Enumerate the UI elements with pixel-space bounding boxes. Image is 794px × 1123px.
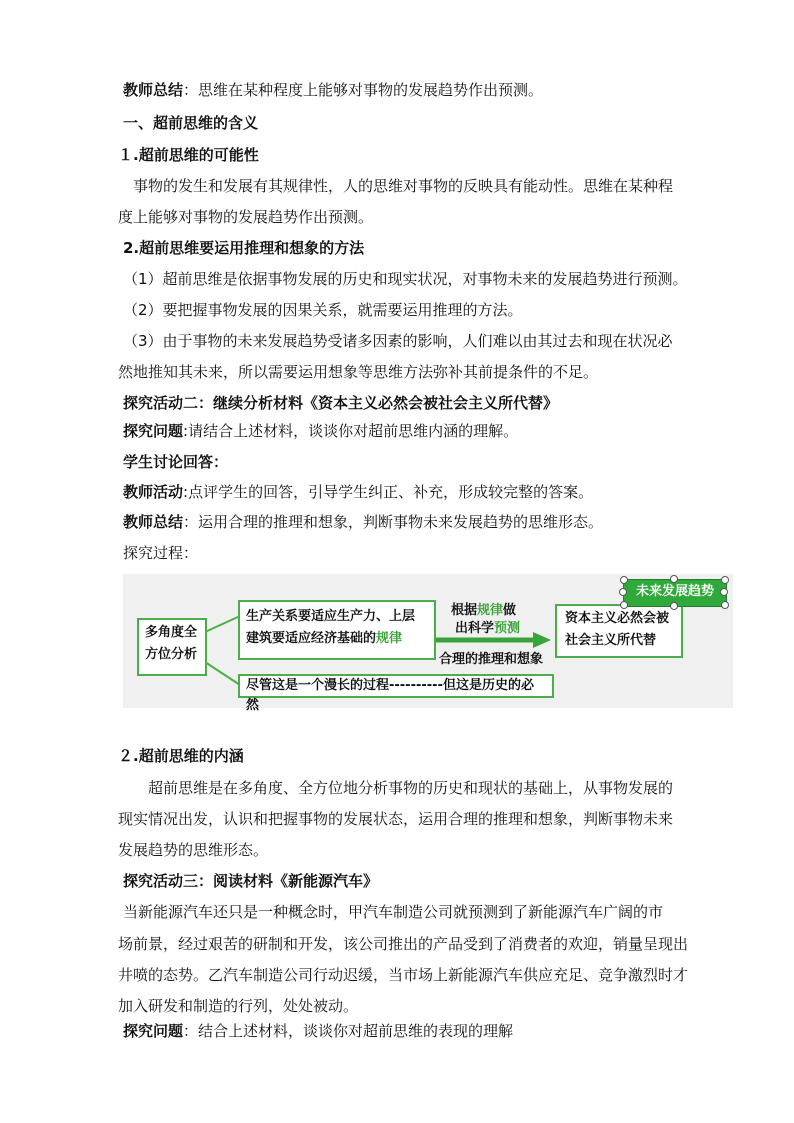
box-history: 尽管这是一个漫长的过程----------但这是历史的必然 — [238, 674, 554, 698]
box3-line1: 资本主义必然会被 — [565, 611, 670, 626]
text: ：结合上述材料，谈谈你对超前思维的表现的理解 — [183, 1022, 514, 1040]
teacher-activity — [123, 482, 593, 502]
text: ：思维在某种程度上能够对事物的发展趋势作出预测。 — [183, 81, 544, 99]
text: :请结合上述材料，谈谈你对超前思维内涵的理解。 — [183, 422, 519, 440]
label: 教师总结 — [123, 81, 184, 99]
label: 探究问题 — [123, 422, 184, 440]
box-law — [238, 600, 436, 660]
resize-handle-n[interactable] — [670, 575, 678, 583]
resize-handle-w[interactable] — [619, 588, 627, 596]
arrow-top1-hl: 规律 — [477, 603, 504, 618]
para2-line3: 发展趋势的思维形态。 — [118, 841, 269, 859]
box2-highlight: 规律 — [376, 631, 403, 646]
process-label: 探究过程： — [123, 544, 199, 562]
box-prediction — [555, 604, 683, 658]
box3-line2: 社会主义所代替 — [565, 633, 657, 648]
heading-2: ２.超前思维的内涵 — [118, 747, 244, 765]
heading-1: 一、超前思维的含义 — [123, 114, 259, 132]
para3-line4: 加入研发和制造的行列，处处被动。 — [118, 997, 359, 1015]
box-multi-angle — [137, 618, 207, 676]
arrow-top-line2 — [451, 620, 520, 638]
resize-handle-sw[interactable] — [620, 601, 628, 609]
question-2 — [123, 421, 518, 441]
label: 教师总结 — [123, 513, 184, 531]
teacher-summary-2 — [123, 512, 603, 532]
para3-line2: 场前景，经过艰苦的研制和开发，该公司推出的产品受到了消费者的欢迎，销量呈现出 — [118, 935, 689, 953]
arrow-top2-hl: 预测 — [494, 621, 521, 636]
arrow-bottom-label: 合理的推理和想象 — [439, 652, 544, 667]
arrow-top-line1 — [451, 602, 520, 620]
resize-handle-ne[interactable] — [721, 576, 729, 584]
teacher-summary-1 — [123, 80, 543, 100]
arrow-top2: 出科学 — [455, 621, 495, 636]
resize-handle-e[interactable] — [720, 588, 728, 596]
connector-top — [205, 616, 240, 632]
box2-line1: 生产关系要适应生产力、上层 — [246, 609, 416, 624]
para1-line2: 度上能够对事物的发展趋势作出预测。 — [118, 208, 374, 226]
heading-1-1: １.超前思维的可能性 — [118, 146, 259, 164]
resize-handle-nw[interactable] — [620, 576, 628, 584]
para3-line3: 井喷的态势。乙汽车制造公司行动迟缓，当市场上新能源汽车供应充足、竞争激烈时才 — [118, 966, 689, 984]
box1-line1: 多角度全 — [145, 625, 198, 640]
para1-line1: 事物的发生和发展有其规律性，人的思维对事物的反映具有能动性。思维在某种程 — [133, 177, 674, 195]
box2-line2-text: 建筑要适应经济基础的 — [246, 631, 377, 646]
label: 探究问题 — [123, 1022, 184, 1040]
item-3-cont: 然地推知其未来，所以需要运用想象等思维方法弥补其前提条件的不足。 — [118, 363, 599, 381]
question-3 — [123, 1021, 513, 1041]
connector-bottom — [205, 662, 240, 685]
box2-line2 — [246, 628, 428, 650]
arrow-head — [533, 632, 551, 648]
student-discussion: 学生讨论回答： — [123, 453, 229, 471]
resize-handle-se[interactable] — [721, 601, 729, 609]
future-trend-callout[interactable]: 未来发展趋势 — [623, 579, 727, 607]
arrow-top1: 根据 — [451, 603, 478, 618]
item-2: （2）要把握事物发展的因果关系，就需要运用推理的方法。 — [123, 301, 523, 319]
arrow-top-label — [451, 602, 520, 638]
text: ：运用合理的推理和想象，判断事物未来发展趋势的思维形态。 — [183, 513, 604, 531]
para2-line1: 超前思维是在多角度、全方位地分析事物的历史和现状的基础上，从事物发展的 — [148, 779, 674, 797]
heading-1-2: 2.超前思维要运用推理和想象的方法 — [123, 239, 365, 257]
activity-3-title: 探究活动三：阅读材料《新能源汽车》 — [123, 872, 379, 890]
para3-line1: 当新能源汽车还只是一种概念时，甲汽车制造公司就预测到了新能源汽车广阔的市 — [123, 903, 664, 921]
para2-line2: 现实情况出发，认识和把握事物的发展状态，运用合理的推理和想象，判断事物未来 — [118, 810, 674, 828]
box1-line2: 方位分析 — [145, 647, 198, 662]
arrow-top1-end: 做 — [503, 603, 517, 618]
analysis-diagram — [123, 574, 733, 713]
label: 教师活动 — [123, 483, 184, 501]
activity-2-title: 探究活动二：继续分析材料《资本主义必然会被社会主义所代替》 — [123, 394, 559, 412]
item-3: （3）由于事物的未来发展趋势受诸多因素的影响，人们难以由其过去和现在状况必 — [123, 332, 673, 350]
resize-handle-s[interactable] — [670, 602, 678, 610]
text: :点评学生的回答，引导学生纠正、补充，形成较完整的答案。 — [183, 483, 594, 501]
item-1: （1）超前思维是依据事物发展的历史和现实状况，对事物未来的发展趋势进行预测。 — [123, 270, 688, 288]
